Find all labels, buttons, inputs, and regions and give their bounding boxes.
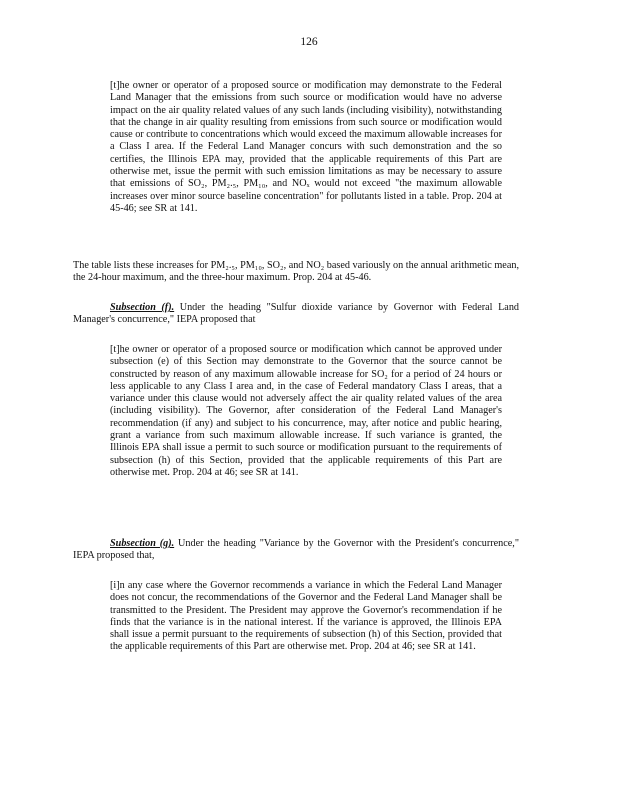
subsection-f-label: Subsection (f). xyxy=(110,302,175,313)
subsection-g-label: Subsection (g). xyxy=(110,538,175,549)
block-quote-president-concurrence: [i]n any case where the Governor recommends a variance in which the Federal Land Manager does not concur, the recommendations of the Governor and the Federal Land Manager shall be transmitted to the President. The President may approve the Governor's recommendation if he finds that the variance is in the national interest. If the variance is approved, the Illinois EPA shall issue a permit pursuant to the requirements of subsection (h) of this Section, provided that the applicable requirements of this Part are otherwise met. Prop. 204 at 46; see SR at 141. xyxy=(110,580,502,653)
subsection-f-text: Under the heading "Sulfur dioxide variance by Governor with Federal Land Manager's concurrence," IEPA proposed that xyxy=(73,302,520,326)
block-quote-governor-variance: [t]he owner or operator of a proposed source or modification which cannot be approved under subsection (e) of this Section may demonstrate to the Governor that the source cannot be constructed by reason of any maximum allowable increase for SO₂ for a period of 24 hours or less applicable to any Class I area and, in the case of Federal mandatory Class I areas, that a variance under this clause would not adversely affect the air quality related values of the area (including visibility). The Governor, after consideration of the Federal Land Manager's recommendation (if any) and subject to his concurrence, may, after notice and public hearing, grant a variance from such maximum allowable increase. If such variance is granted, the Illinois EPA shall issue a permit to such source or modification pursuant to the requirements of subsection (h) of this Section, provided that the applicable requirements of this Part are otherwise met. Prop. 204 at 46; see SR at 141. xyxy=(110,344,502,478)
block-quote-federal-land-manager: [t]he owner or operator of a proposed source or modification may demonstrate to the Federal Land Manager that the emissions from such source or modification would have no adverse impact on the air quality related values of any such lands (including visibility), notwithstanding that the change in air quality resulting from emissions from such source or modification would cause or contribute to concentrations which would exceed the maximum allowable increases for a Class I area. If the Federal Land Manager concurs with such demonstration and the so certifies, the Illinois EPA may, provided that the applicable requirements of this Part are otherwise met, issue the permit with such emission limitations as may be necessary to assure that emissions of SO₂, PM₂.₅, PM₁₀, and NOₓ would not exceed "the maximum allowable increases over minor source baseline concentration" for pollutants listed in a table. Prop. 204 at 45-46; see SR at 141. xyxy=(110,80,502,214)
paragraph-table-increases: The table lists these increases for PM₂.₅, PM₁₀, SO₂, and NO₂ based variously on the annual arithmetic mean, the 24-hour maximum, and the three-hour maximum. Prop. 204 at 45-46. xyxy=(73,260,519,284)
page-number: 126 xyxy=(300,36,318,48)
paragraph-subsection-f xyxy=(73,302,519,327)
subsection-g-text: Under the heading "Variance by the Governor with the President's concurrence," IEPA proposed that, xyxy=(73,538,519,562)
paragraph-subsection-g xyxy=(73,538,519,563)
